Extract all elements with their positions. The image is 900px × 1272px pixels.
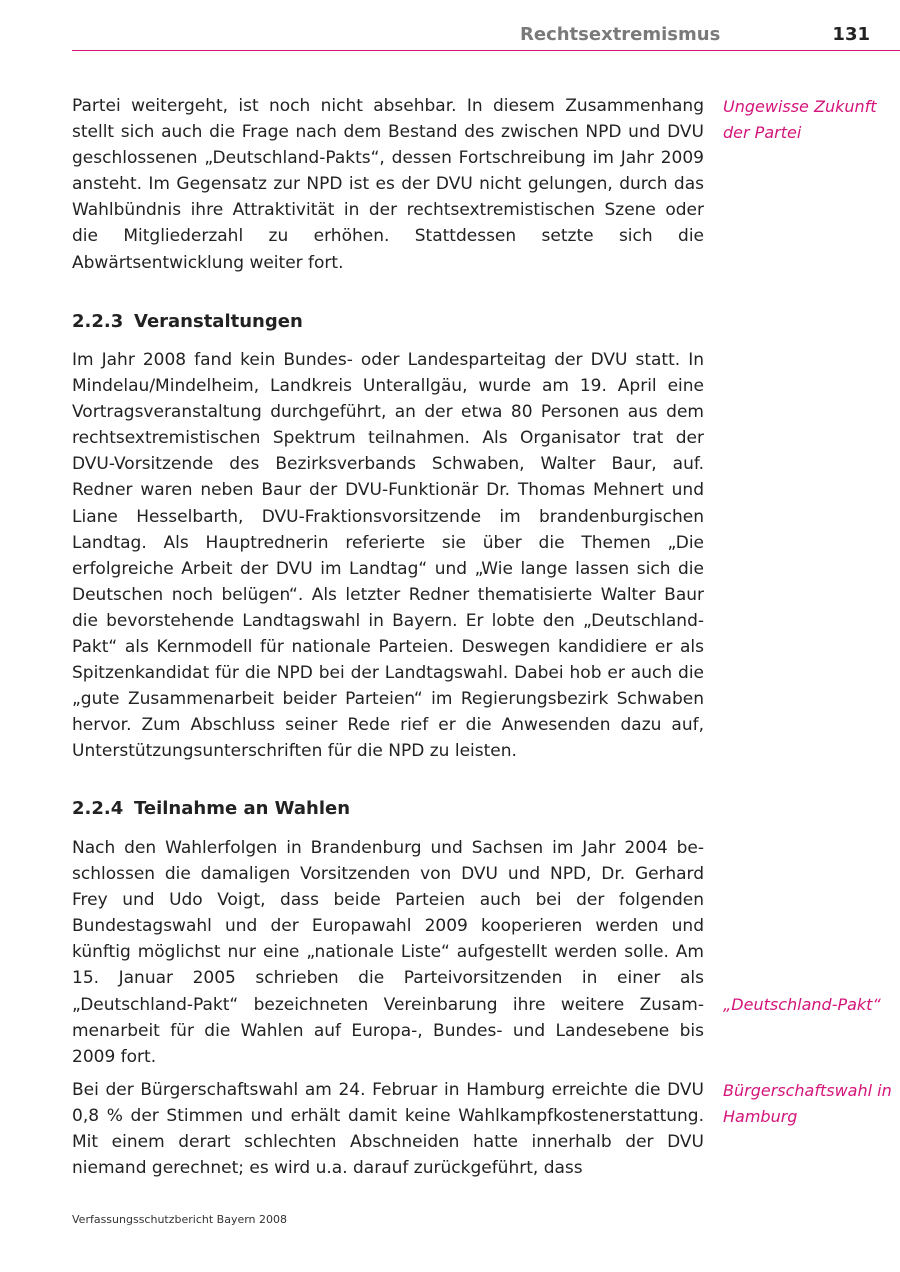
body-paragraph-4: Bei der Bürgerschaftswahl am 24. Februar in Hamburg erreichte die DVU 0,8 % der Stimmen und erhält damit keine Wahlkampfkostenerstattung. Mit einem derart schlechten Abschneiden hatte innerhalb der DVU niemand gerechnet; es wird u.a. darauf zurückgeführt, dass [72, 1080, 704, 1179]
running-header-title: Rechtsextremismus [520, 24, 721, 45]
section-heading-2-2-3 [72, 311, 303, 332]
margin-note-deutschland-pakt: „Deutschland-Pakt“ [723, 995, 881, 1014]
page-footer: Verfassungsschutzbericht Bayern 2008 [72, 1213, 288, 1226]
body-paragraph-1: Partei weitergeht, ist noch nicht absehbar. In diesem Zusammenhang stellt sich auch die Frage nach dem Bestand des zwischen NPD und DVU geschlossenen „Deutschland-Pakts“, dessen Fortschreibung im Jahr 2009 ansteht. Im Gegensatz zur NPD ist es der DVU nicht gelungen, durch das Wahlbündnis ihre Attraktivität in der rechtsextremistischen Szene oder die Mitgliederzahl zu erhöhen. Stattdessen setzte sich die Abwärtsentwicklung weiter fort. [72, 96, 704, 273]
page-number: 131 [832, 24, 870, 45]
body-paragraph-2: Im Jahr 2008 fand kein Bundes- oder Landesparteitag der DVU statt. In Mindelau/Mindelheim, Landkreis Unterallgäu, wurde am 19. April eine Vortragsveranstaltung durchgeführt, an der etwa 80 Personen aus dem rechtsextremistischen Spektrum teilnahmen. Als Organisator trat der DVU-Vorsitzende des Bezirksverbands Schwaben, Walter Baur, auf. Redner waren neben Baur der DVU-Funktionär Dr. Thomas Mehnert und Liane Hesselbarth, DVU-Fraktionsvorsitzende im brandenburgischen Landtag. Als Hauptrednerin referierte sie über die Themen „Die erfolgreiche Arbeit der DVU im Landtag“ und „Wie lange lassen sich die Deutschen noch belügen“. Als letzter Redner thematisierte Walter Baur die bevorstehende Landtagswahl in Bayern. Er lobte den „Deutschland-Pakt“ als Kernmodell für nationale Parteien. Deswegen kandidiere er als Spitzenkandidat für die NPD bei der Landtagswahl. Dabei hob er auch die „gute Zusammenarbeit beider Parteien“ im Regierungsbezirk Schwaben hervor. Zum Abschluss seiner Rede rief er die Anwesenden dazu auf, Unterstützungsunterschriften für die NPD zu leisten. [72, 350, 704, 762]
section-number: 2.2.4 [72, 798, 124, 819]
margin-note-ungewisse-zukunft: Ungewisse Zukunft der Partei [723, 97, 877, 142]
margin-note-buergerschaftswahl: Bürgerschaftswahl in Hamburg [723, 1081, 892, 1126]
body-paragraph-3: Nach den Wahlerfolgen in Brandenburg und Sachsen im Jahr 2004 beschlossen die damaligen Vorsitzenden von DVU und NPD, Dr. Gerhard Frey und Udo Voigt, dass beide Parteien auch bei der folgenden Bundestagswahl und der Europawahl 2009 kooperieren werden und künftig möglichst nur eine „nationale Liste“ aufgestellt werden solle. Am 15. Januar 2005 schrieben die Parteivorsitzenden in einer als „Deutschland-Pakt“ bezeichneten Vereinbarung ihre weitere Zusammenarbeit für die Wahlen auf Europa-, Bundes- und Landesebene bis 2009 fort. [72, 838, 704, 1067]
header-divider [72, 50, 900, 51]
section-number: 2.2.3 [72, 311, 124, 332]
section-title: Teilnahme an Wahlen [134, 798, 351, 819]
section-title: Veranstaltungen [134, 311, 303, 332]
section-heading-2-2-4 [72, 798, 350, 819]
